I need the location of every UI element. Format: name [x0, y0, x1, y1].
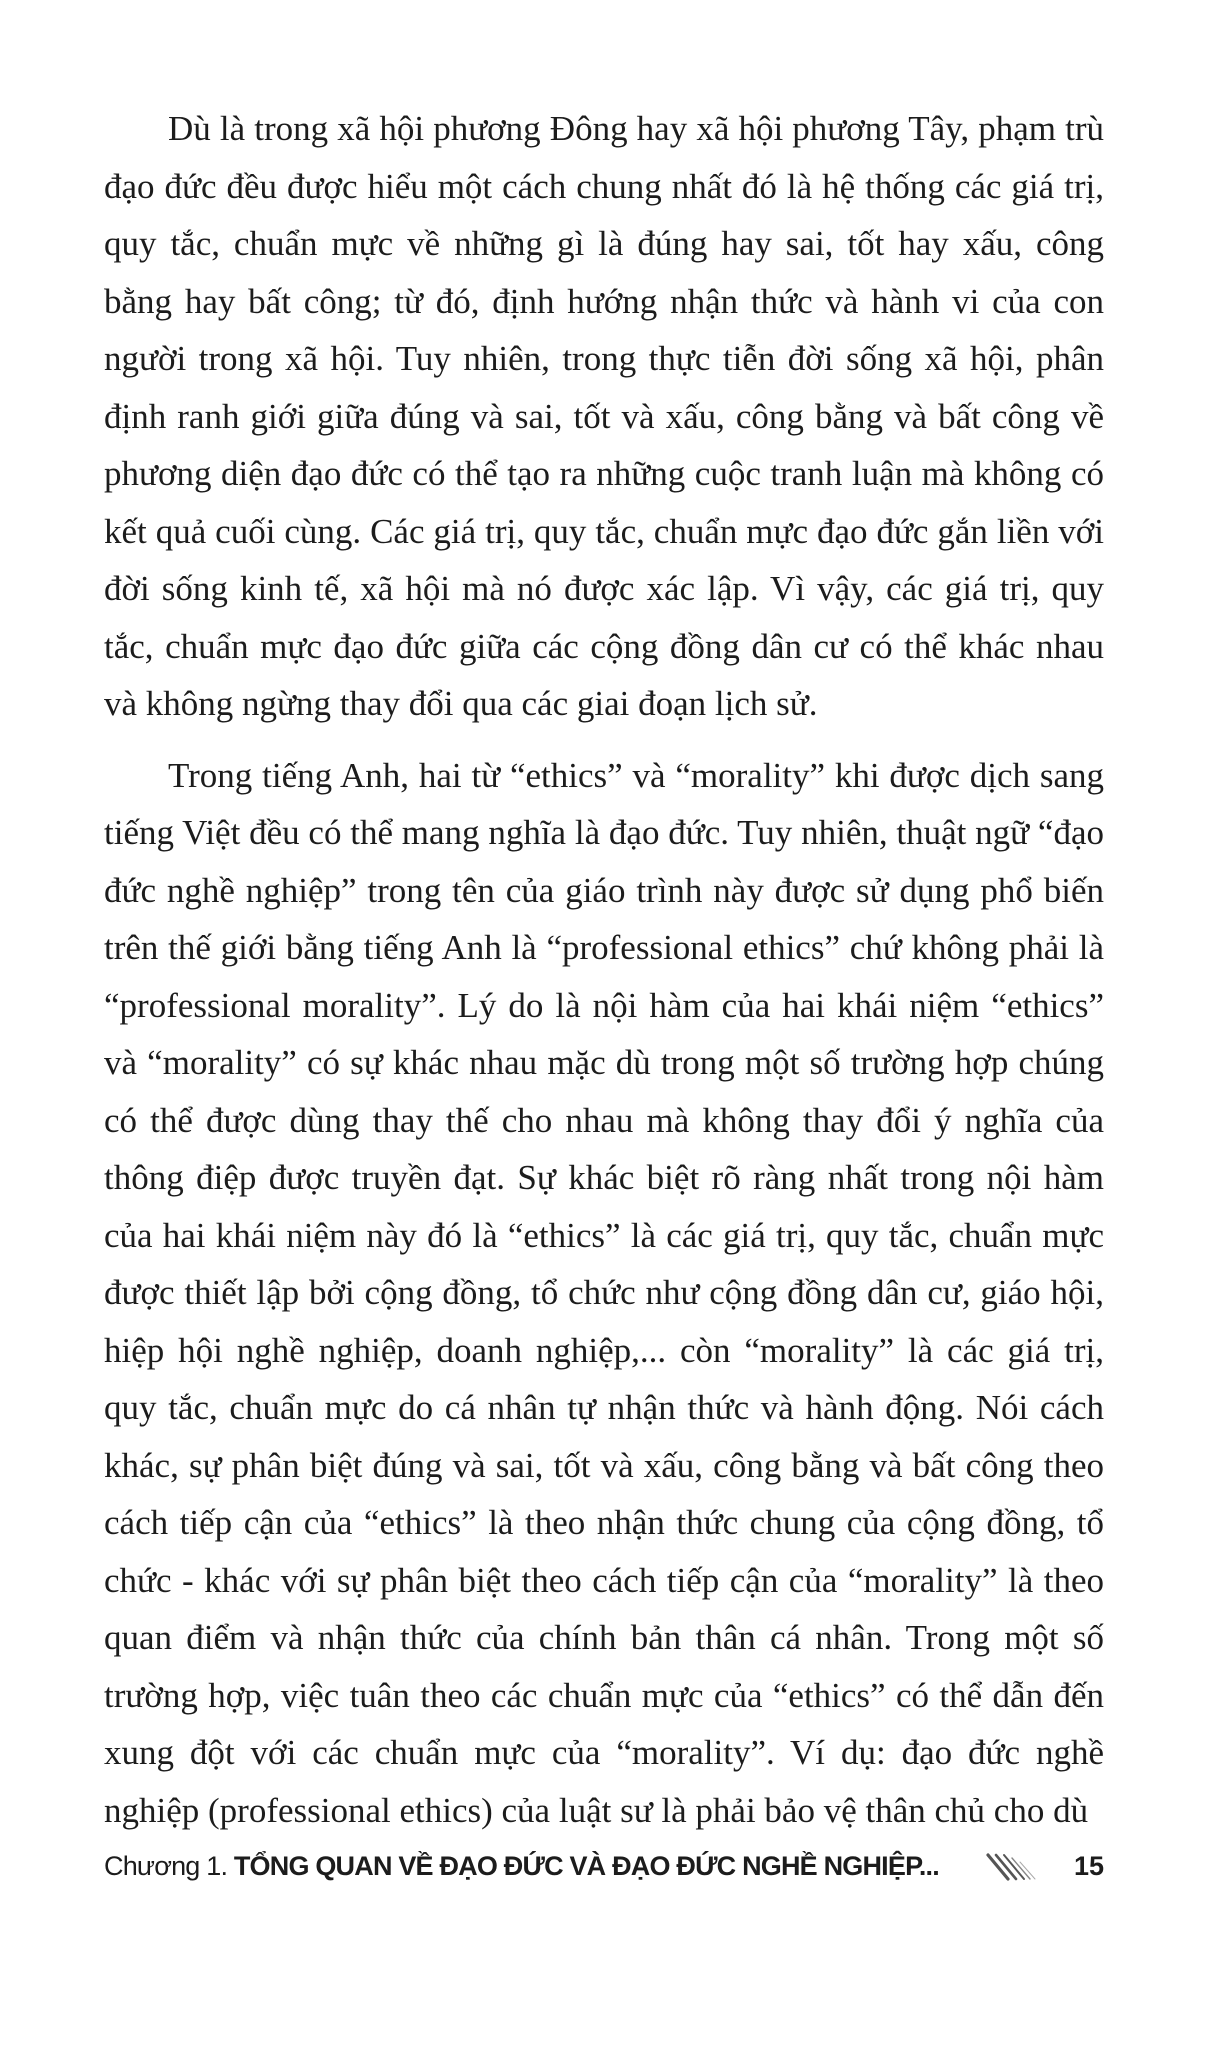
body-text	[104, 100, 1104, 1839]
paragraph-1: Dù là trong xã hội phương Đông hay xã hội phương Tây, phạm trù đạo đức đều được hiểu một cách chung nhất đó là hệ thống các giá trị, quy tắc, chuẩn mực về những gì là đúng hay sai, tốt hay xấu, công bằng hay bất công; từ đó, định hướng nhận thức và hành vi của con người trong xã hội. Tuy nhiên, trong thực tiễn đời sống xã hội, phân định ranh giới giữa đúng và sai, tốt và xấu, công bằng và bất công về phương diện đạo đức có thể tạo ra những cuộc tranh luận mà không có kết quả cuối cùng. Các giá trị, quy tắc, chuẩn mực đạo đức gắn liền với đời sống kinh tế, xã hội mà nó được xác lập. Vì vậy, các giá trị, quy tắc, chuẩn mực đạo đức giữa các cộng đồng dân cư có thể khác nhau và không ngừng thay đổi qua các giai đoạn lịch sử.	[104, 109, 1104, 723]
chapter-title	[104, 1846, 939, 1886]
page-footer	[104, 1846, 1104, 1886]
paragraph-2: Trong tiếng Anh, hai từ “ethics” và “morality” khi được dịch sang tiếng Việt đều có thể mang nghĩa là đạo đức. Tuy nhiên, thuật ngữ “đạo đức nghề nghiệp” trong tên của giáo trình này được sử dụng phổ biến trên thế giới bằng tiếng Anh là “professional ethics” chứ không phải là “professional morality”. Lý do là nội hàm của hai khái niệm “ethics” và “morality” có sự khác nhau mặc dù trong một số trường hợp chúng có thể được dùng thay thế cho nhau mà không thay đổi ý nghĩa của thông điệp được truyền đạt. Sự khác biệt rõ ràng nhất trong nội hàm của hai khái niệm này đó là “ethics” là các giá trị, quy tắc, chuẩn mực được thiết lập bởi cộng đồng, tổ chức như cộng đồng dân cư, giáo hội, hiệp hội nghề nghiệp, doanh nghiệp,... còn “morality” là các giá trị, quy tắc, chuẩn mực do cá nhân tự nhận thức và hành động. Nói cách khác, sự phân biệt đúng và sai, tốt và xấu, công bằng và bất công theo cách tiếp cận của “ethics” là theo nhận thức chung của cộng đồng, tổ chức - khác với sự phân biệt theo cách tiếp cận của “morality” là theo quan điểm và nhận thức của chính bản thân cá nhân. Trong một số trường hợp, việc tuân theo các chuẩn mực của “ethics” có thể dẫn đến xung đột với các chuẩn mực của “morality”. Ví dụ: đạo đức nghề nghiệp (professional ethics) của luật sư là phải bảo vệ thân chủ cho dù	[104, 755, 1104, 1830]
chapter-prefix: Chương 1.	[104, 1851, 234, 1881]
diagonal-stripes-icon	[986, 1852, 1038, 1882]
chapter-heading: TỔNG QUAN VỀ ĐẠO ĐỨC VÀ ĐẠO ĐỨC NGHỀ NGHIỆP...	[233, 1851, 939, 1881]
page-number: 15	[1073, 1851, 1104, 1881]
